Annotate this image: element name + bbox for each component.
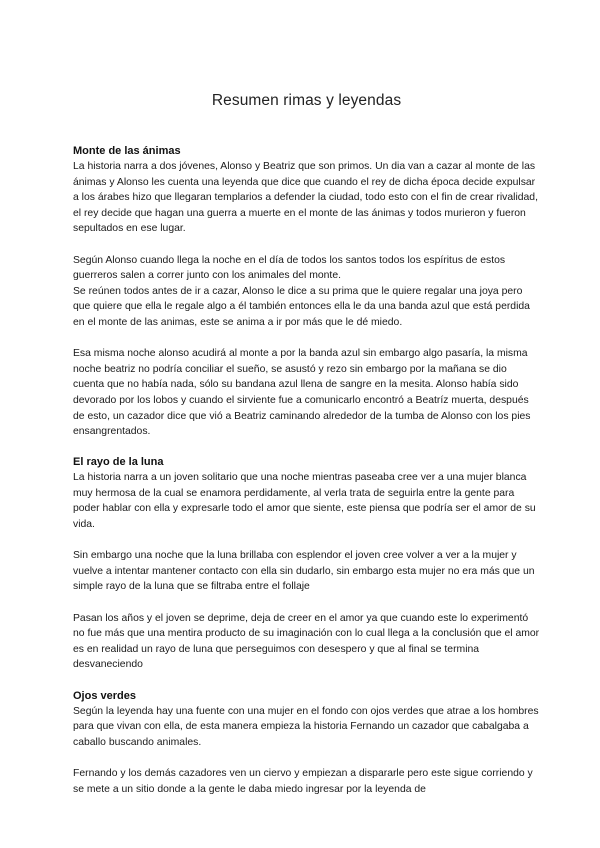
paragraph: Sin embargo una noche que la luna brillaba con esplendor el joven cree volver a ver a la mujer y vuelve a intentar mantener contacto con ella sin dudarlo, sin embargo esta mujer no era más que un simple rayo de la luna que se filtraba entre el follaje [73,550,535,593]
paragraph: Esa misma noche alonso acudirá al monte a por la banda azul sin embargo algo pasaría, la misma noche beatriz no podría conciliar el sueño, se asustó y rezo sin embargo por la mañana se dio cuenta que no había nada, sólo su bandana azul llena de sangre en la mesita. Alonso había sido devorado por los lobos y cuando el sirviente fue a comunicarlo encontró a Beatríz muerta, después de esto, un cazador dice que vió a Beatriz caminando alrededor de la tumba de Alonso con los pies ensangrentados. [73,348,531,438]
section-monte-de-las-animas [73,144,540,440]
section-heading: El rayo de la luna [73,456,164,469]
section-heading: Ojos verdes [73,689,136,702]
section-el-rayo-de-la-luna [73,455,540,673]
paragraph: Según Alonso cuando llega la noche en el día de todos los santos todos los espíritus de estos guerreros salen a correr junto con los animales del monte. [73,254,506,282]
document-title: Resumen rimas y leyendas [211,92,402,109]
paragraph: La historia narra a un joven solitario que una noche mientras paseaba cree ver a una mujer blanca muy hermosa de la cual se enamora perdidamente, al verla trata de seguirla entre la gente para poder hablar con ella y expresarle todo el amor que siente, este piensa que podría ser el amor de su vida. [73,472,536,531]
section-ojos-verdes [73,689,540,798]
paragraph: Fernando y los demás cazadores ven un ciervo y empiezan a dispararle pero este sigue corriendo y se mete a un sitio donde a la gente le daba miedo ingresar por la leyenda de [73,767,533,795]
section-heading: Monte de las ánimas [73,145,181,157]
paragraph: Según la leyenda hay una fuente con una mujer en el fondo con ojos verdes que atrae a los hombres para que vivan con ella, de esta manera empieza la historia Fernando un cazador que cabalgaba a caballo buscando animales. [73,705,539,748]
paragraph: Se reúnen todos antes de ir a cazar, Alonso le dice a su prima que le quiere regalar una joya pero que quiere que ella le regale algo a él también entonces ella le da una banda azul que está perdida en el monte de las animas, este se anima a ir por más que le dé miedo. [73,285,530,328]
paragraph: Pasan los años y el joven se deprime, deja de creer en el amor ya que cuando este lo experimentó no fue más que una mentira producto de su imaginación con lo cual llega a la conclusión que el amor es en realidad un rayo de luna que perseguimos con desespero y que al final se termina desvaneciendo [73,612,540,671]
paragraph: La historia narra a dos jóvenes, Alonso y Beatriz que son primos. Un dia van a cazar al monte de las ánimas y Alonso les cuenta una leyenda que dice que cuando el rey de dicha época decide expulsar a los árabes hizo que llegaran templarios a defender la ciudad, todo esto con el fin de crear rivalidad, el rey decide que hagan una guerra a muerte en el monte de las ánimas y todos murieron y fueron sepultados en ese lugar. [73,161,538,235]
